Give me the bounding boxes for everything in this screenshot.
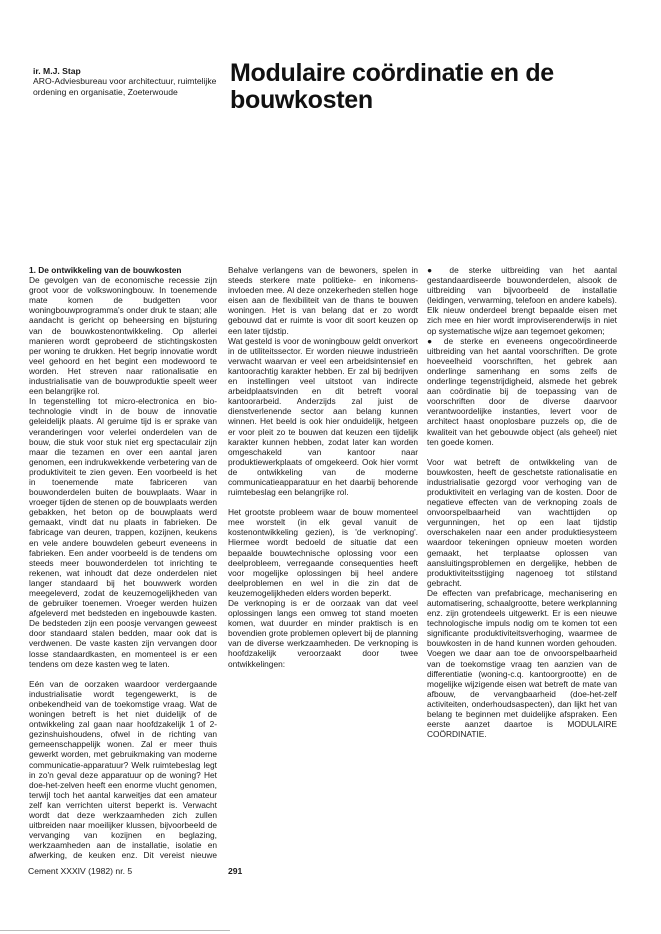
section-heading: 1. De ontwikkeling van de bouwkosten [29, 265, 182, 275]
article-title: Modulaire coördinatie en de bouwkosten [230, 59, 554, 114]
paragraph: Wat gesteld is voor de woningbouw geldt onverkort in de utiliteitssector. Er worden nieuwe industrieën verwacht waarvan er veel een arbeidsintensief en kantoorachtig karakter hebben. Er zal bij bedrijven en instellingen veel uitstoot van indirecte arbeidplaatsvinden en dit betreft vooral kantoorarbeid. Anderzijds zal juist de dienstverlenende sector aan belang kunnen winnen. Het beeld is ook hier onduidelijk, hetgeen er voor pleit zo te bouwen dat keuzen een tijdelijk karakter kunnen hebben, zodat later kan worden omgeschakeld van kantoor naar produktiewerkplaats of omgekeerd. Ook hier vormt de ontwikkeling van de moderne communicatieapparatuur en het daarbij behorende ruimtebeslag een belangrijke rol. [228, 335, 418, 498]
paragraph: De gevolgen van de economische recessie zijn groot voor de volkswoningbouw. In toenemende mate komen de budgetten voor woningbouwprogramma's onder druk te staan; alle aandacht is gericht op beheersing en bijsturing van de bouwkostenontwikkeling. Op allerlei manieren wordt geprobeerd de stichtingskosten per woning te drukken. Het begrip innovatie wordt veel gehoord en het begint een modewoord te worden. Het streven naar rationalisatie en industrialisatie van de bouwproduktie speelt weer een belangrijke rol. [29, 275, 217, 397]
paragraph: De verknoping is er de oorzaak van dat veel oplossingen langs een omweg tot stand moeten komen, wat duurder en minder praktisch is en bovendien grote problemen oplevert bij de planning van de diverse werkzaamheden. De verknoping is hoofdzakelijk veroorzaakt door twee ontwikkelingen: [228, 598, 418, 669]
paragraph: Het grootste probleem waar de bouw momenteel mee worstelt (in elk geval vanuit de kostenontwikkeling gezien), is 'de verknoping'. Hiermee wordt bedoeld de situatie dat een bepaalde bouwtechnische oplossing voor een deelprobleem, verregaande consequenties heeft voor mogelijke oplossingen bij heel andere deelproblemen en wel in die zin dat de keuzemogelijkheden elders worden beperkt. [228, 507, 418, 598]
page-number: 291 [228, 866, 243, 876]
paragraph: In tegenstelling tot micro-electronica en bio-technologie vindt in de bouw de innovatie geleidelijk plaats. Al geruime tijd is er sprake van veranderingen voor velerlei onderdelen van de bouw, die stuk voor stuk niet erg spectaculair zijn maar die tezamen en over een aantal jaren genomen, een indrukwekkende verbetering van de produktiviteit te zien geven. Een voorbeeld is het in toenemende mate fabriceren van bouwonderdelen buiten de bouwplaats. Waar in vroeger tijden de stenen op de bouwplaats werden gebakken, het beton op de bouwplaats werd gemaakt, vindt dat nu plaats in fabrieken. De fabricage van deuren, trappen, kozijnen, keukens en vele andere bouwdelen gebeurt eveneens in fabrieken. Een ander voorbeeld is de tendens om steeds meer bouwonderdelen tot inrichting te rekenen, wat inhoudt dat deze onderdelen niet langer standaard bij het bouwwerk worden meegeleverd, zodat de keuzemogelijkheden van de gebruiker toenemen. Vroeger werden huizen afgeleverd met bedsteden en ingebouwde kasten. De bedsteden zijn een poosje vervangen geweest door standaard stalen bedden, maar ook dat is verdwenen. De vaste kasten zijn vervangen door losse standaardkasten, en momenteel is er een tendens om deze kasten weg te laten. [29, 396, 217, 669]
bullet-item: ● de sterke en eveneens ongecoördineerde uitbreiding van het aantal voorschriften. De grote hoeveelheid voorschriften, het gebrek aan onderlinge samenhang en soms zelfs de onderlinge tegenstrijdigheid, alsmede het gebrek aan coördinatie bij de toepassing van de voorschriften door de diverse daarvoor verantwoordelijke instanties, levert voor de architect haast onoplosbare puzzels op, die de kwaliteit van het gebouwde object (als geheel) niet ten goede komen. [427, 335, 617, 447]
text-column-2 [228, 265, 418, 860]
paragraph: De effecten van prefabricage, mechanisering en automatisering, schaalgrootte, betere werkplanning enz. zijn grotendeels uitgewerkt. Er is een nieuwe technologische impuls nodig om te komen tot een significante produktiviteitsverhoging, waarmee de bouwkosten in de hand kunnen worden gehouden. Voegen we daar aan toe de onvoorspelbaarheid van de toekomstige vraag ten aanzien van de differentiatie (woning-c.q. kantoorgrootte) en de mogelijke wijzigende eisen wat betreft de mate van afbouw, de vervangbaarheid (doe-het-zelf activiteiten, onderhoudsaspecten), dan lijkt het van belang te beginnen met duidelijke afspraken. Een eerste aanzet daartoe is MODULAIRE COÖRDINATIE. [427, 587, 617, 740]
author-block [33, 66, 219, 97]
text-column-3 [427, 265, 617, 860]
paragraph: Eén van de oorzaken waardoor verdergaande industrialisatie wordt tegengewerkt, is de onbekendheid van de toekomstige vraag. Wat de woningen betreft is het niet duidelijk of de ontwikkeling zal gaan naar hoofdzakelijk 1 of 2-gezinshuishoudens, ofwel in de richting van gemeenschappelijk wonen. Zal er meer thuis gewerkt worden, met gebruikmaking van moderne communicatie-apparatuur? Welk ruimtebeslag legt in zo'n geval deze apparatuur op de woning? Het doe-het-zelven heeft een enorme vlucht genomen, terwijl toch het aantal karweitjes dat een amateur zelf kan verrichten uiterst beperkt is. Verwacht wordt dat deze werkzaamheden zich zullen uitbreiden naar moeilijker klussen, bijvoorbeeld de vervanging van kozijnen en beglazing, werkzaamheden aan de installatie, isolatie en afwerking, de keuken enz. Dit vereist nieuwe [29, 678, 217, 860]
divider [0, 930, 230, 931]
bullet-item: ● de sterke uitbreiding van het aantal gestandaardiseerde bouwonderdelen, alsook de uitbreiding van bijvoorbeeld de installatie (leidingen, verwarming, telefoon en andere kabels). Elk nieuw onderdeel brengt bepaalde eisen met zich mee en hier wordt improviserenderwijs in niet op systematische wijze aan tegemoet gekomen; [427, 265, 617, 336]
author-affiliation: ARO-Adviesbureau voor architectuur, ruimtelijke ordening en organisatie, Zoeterwoude [33, 76, 217, 97]
text-column-1 [29, 265, 217, 860]
paragraph: Voor wat betreft de ontwikkeling van de bouwkosten, heeft de geschetste rationalisatie en industrialisatie gezorgd voor verhoging van de produktiviteit en verlaging van de kosten. Door de negatieve effecten van de verknoping zoals de onvoorspelbaarheid van wachttijden op vergunningen, het op een laat tijdstip overschakelen naar een ander produktiesysteem waardoor tekeningen opnieuw moeten worden gemaakt, het terplaatse oplossen van aansluitingsproblemen en dergelijke, hebben de produktiviteitsstijging nagenoeg tot stilstand gebracht. [427, 456, 617, 588]
paragraph: Behalve verlangens van de bewoners, spelen in steeds sterkere mate politieke- en inkomens-invloeden mee. Al deze onzekerheden stellen hoge eisen aan de flexibiliteit van de thans te bouwen woningen. Het is van belang dat er zo wordt gebouwd dat er ruimte is voor dit soort keuzen op een later tijdstip. [228, 265, 418, 336]
journal-reference: Cement XXXIV (1982) nr. 5 [28, 866, 133, 876]
author-name: ir. M.J. Stap [33, 66, 81, 76]
